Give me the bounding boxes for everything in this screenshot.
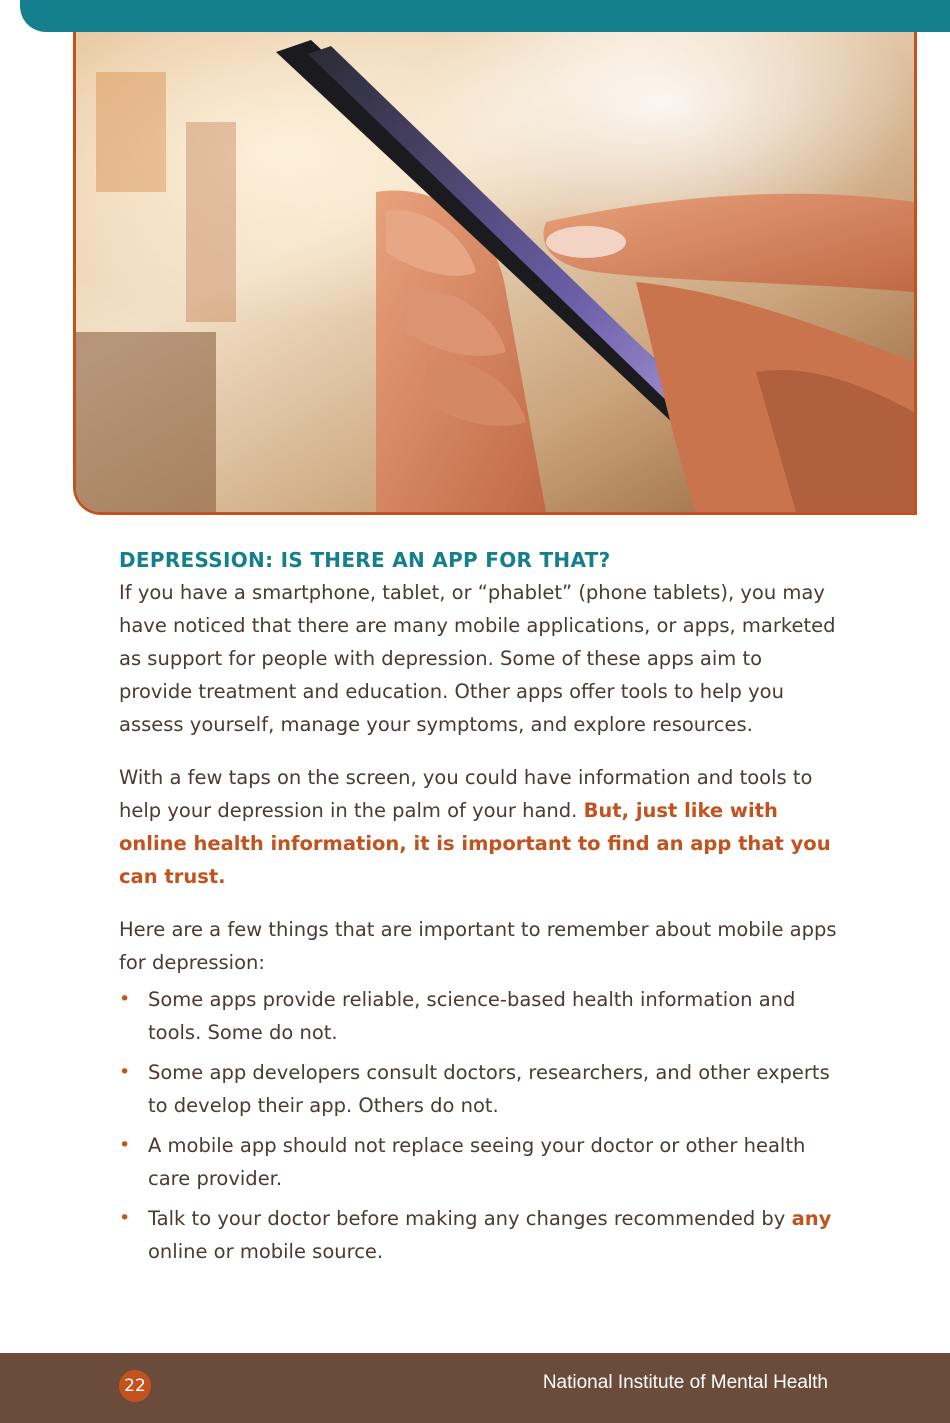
list-item bbox=[119, 1129, 839, 1195]
tips-list bbox=[119, 983, 839, 1268]
bullet-icon: • bbox=[119, 1134, 131, 1156]
remember-paragraph: Here are a few things that are important to remember about mobile apps for depression: bbox=[119, 918, 837, 974]
header-band bbox=[20, 0, 950, 32]
list-item bbox=[119, 1202, 839, 1268]
list-item bbox=[119, 983, 839, 1049]
bullet-icon: • bbox=[119, 988, 131, 1010]
page-number: 22 bbox=[119, 1370, 151, 1402]
article-heading: DEPRESSION: IS THERE AN APP FOR THAT? bbox=[119, 548, 611, 572]
list-item-text: Talk to your doctor before making any changes recommended by bbox=[148, 1207, 792, 1230]
photo-illustration bbox=[76, 32, 914, 512]
any-highlight: any bbox=[791, 1207, 832, 1230]
bullet-icon: • bbox=[119, 1061, 131, 1083]
page-footer bbox=[0, 1353, 950, 1423]
trust-highlight: But, just like with online health information, it is important to find an app that you can trust. bbox=[119, 799, 831, 888]
bullet-icon: • bbox=[119, 1207, 131, 1229]
trust-paragraph-text: With a few taps on the screen, you could have information and tools to help your depression in the palm of your hand. bbox=[119, 766, 813, 822]
organization-name: National Institute of Mental Health bbox=[542, 1372, 828, 1393]
list-item-text: Some apps provide reliable, science-based health information and tools. Some do not. bbox=[148, 988, 796, 1044]
list-item bbox=[119, 1056, 839, 1122]
intro-paragraph: If you have a smartphone, tablet, or “phablet” (phone tablets), you may have noticed that there are many mobile applications, or apps, marketed as support for people with depression. Some of these apps aim to provide treatment and education. Other apps offer tools to help you assess yourself, manage your symptoms, and explore resources. bbox=[119, 581, 836, 736]
smartphone-photo bbox=[73, 32, 917, 515]
article bbox=[119, 548, 839, 1275]
list-item-text: A mobile app should not replace seeing your doctor or other health care provider. bbox=[148, 1134, 806, 1190]
list-item-text-end: online or mobile source. bbox=[148, 1240, 384, 1263]
trust-paragraph bbox=[119, 761, 839, 893]
list-item-text: Some app developers consult doctors, researchers, and other experts to develop their app. Others do not. bbox=[148, 1061, 830, 1117]
